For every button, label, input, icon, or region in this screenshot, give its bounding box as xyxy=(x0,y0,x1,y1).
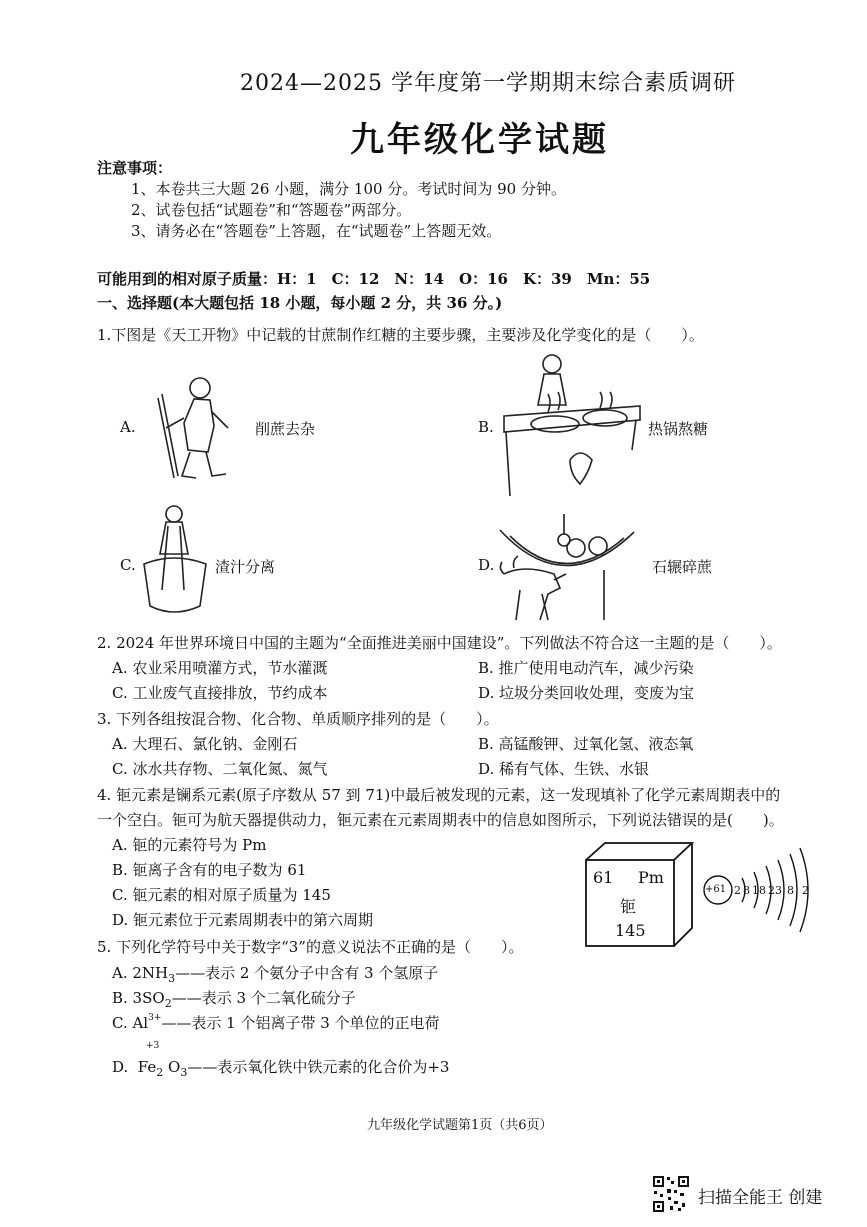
exam-subtitle: 九年级化学试题 xyxy=(350,120,609,160)
q1-option-a-letter: A. xyxy=(120,418,136,436)
shell-electrons: 2 xyxy=(802,884,809,897)
question-4-stem-line1: 4. 钷元素是镧系元素(原子序数从 57 到 71)中最后被发现的元素，这一发现填补了化学元素周期表中的 xyxy=(97,786,781,804)
question-3-stem: 3. 下列各组按混合物、化合物、单质顺序排列的是（ ）。 xyxy=(97,710,499,728)
q5-option-a: A. $2NH_3——$表示 2 个氨分子中含有 3 个氢原子 xyxy=(112,964,439,985)
element-name: 钷 xyxy=(620,897,637,916)
element-symbol: Pm xyxy=(638,868,664,887)
q3-option-b: B. 高锰酸钾、过氧化氢、液态氧 xyxy=(478,735,694,753)
atomic-mass-line: 可能用到的相对原子质量：H：1 C：12 N：14 O：16 K：39 Mn：55 xyxy=(97,270,651,288)
q1-option-a-caption: 削蔗去杂 xyxy=(255,420,316,438)
note-item: 2、试卷包括“试题卷”和“答题卷”两部分。 xyxy=(131,201,412,219)
q4-option-b: B. 钷离子含有的电子数为 61 xyxy=(112,861,307,879)
valence-mark: +3 xyxy=(146,1041,160,1051)
section-heading: 一、选择题(本大题包括 18 小题，每小题 2 分，共 36 分。) xyxy=(97,294,503,312)
q2-option-b: B. 推广使用电动汽车，减少污染 xyxy=(478,659,694,677)
q1-c-illustration xyxy=(138,500,213,620)
q1-option-b-caption: 热锅熬糖 xyxy=(648,420,709,438)
element-atomic-mass: 145 xyxy=(615,921,646,940)
q5-option-d-text: ——表示氧化铁中铁元素的化合价为+3 xyxy=(187,1058,450,1076)
q1-option-b-letter: B. xyxy=(478,418,494,436)
notes-heading: 注意事项： xyxy=(97,159,173,177)
page-footer: 九年级化学试题第1页（共6页） xyxy=(367,1118,553,1133)
question-1-stem: 1.下图是《天工开物》中记载的甘蔗制作红糖的主要步骤，主要涉及化学变化的是（ ）。 xyxy=(97,326,704,344)
shell-electrons: 8 xyxy=(787,884,794,897)
q4-option-c: C. 钷元素的相对原子质量为 145 xyxy=(112,886,331,904)
q5-option-a-text: ——表示 2 个氨分子中含有 3 个氢原子 xyxy=(175,964,439,982)
q1-option-c-letter: C. xyxy=(120,556,136,574)
q2-option-a: A. 农业采用喷灌方式，节水灌溉 xyxy=(112,659,328,677)
q5-option-b-text: ——表示 3 个二氧化硫分子 xyxy=(171,989,356,1007)
q1-a-illustration xyxy=(148,368,248,483)
q3-option-a: A. 大理石、氯化钠、金刚石 xyxy=(112,735,298,753)
q3-option-d: D. 稀有气体、生铁、水银 xyxy=(478,760,650,778)
shell-electrons: 8 xyxy=(743,884,750,897)
shell-electrons: 23 xyxy=(768,884,782,897)
q3-option-c: C. 冰水共存物、二氧化氮、氮气 xyxy=(112,760,328,778)
element-atomic-number: 61 xyxy=(593,868,614,887)
q1-option-d-letter: D. xyxy=(478,556,495,574)
qr-code-icon xyxy=(652,1175,690,1213)
q5-option-c: C. $Al^{3+}——$表示 1 个铝离子带 3 个单位的正电荷 xyxy=(112,1013,440,1032)
q5-option-c-text: ——表示 1 个铝离子带 3 个单位的正电荷 xyxy=(161,1014,440,1032)
q4-option-a: A. 钷的元素符号为 Pm xyxy=(112,836,267,854)
q2-option-d: D. 垃圾分类回收处理，变废为宝 xyxy=(478,684,695,702)
question-2-stem: 2. 2024 年世界环境日中国的主题为“全面推进美丽中国建设”。下列做法不符合这一主题的是（ ）。 xyxy=(97,634,782,652)
q1-b-illustration xyxy=(500,350,645,500)
q4-option-d: D. 钷元素位于元素周期表中的第六周期 xyxy=(112,911,374,929)
shell-electrons: 18 xyxy=(752,884,766,897)
nucleus-charge: +61 xyxy=(705,884,727,895)
q1-option-c-caption: 渣汁分离 xyxy=(215,558,276,576)
scanner-watermark: 扫描全能王 创建 xyxy=(698,1188,823,1208)
note-item: 3、请务必在“答题卷”上答题，在“试题卷”上答题无效。 xyxy=(131,222,502,240)
q1-option-d-caption: 石辗碎蔗 xyxy=(652,558,713,576)
question-5-stem: 5. 下列化学符号中关于数字“3”的意义说法不正确的是（ ）。 xyxy=(97,938,524,956)
note-item: 1、本卷共三大题 26 小题，满分 100 分。考试时间为 90 分钟。 xyxy=(131,180,566,198)
exam-title: 2024—2025 学年度第一学期期末综合素质调研 xyxy=(240,71,736,96)
shell-electrons: 2 xyxy=(734,884,741,897)
q5-option-d: D. $Fe_2$ $O_3——$表示氧化铁中铁元素的化合价为+3 xyxy=(112,1058,450,1079)
question-4-stem-line2: 一个空白。钷可为航天器提供动力，钷元素在元素周期表中的信息如图所示，下列说法错误的是( )。 xyxy=(97,811,784,829)
q2-option-c: C. 工业废气直接排放，节约成本 xyxy=(112,684,328,702)
q5-option-b: B. $3SO_2——$表示 3 个二氧化硫分子 xyxy=(112,989,356,1010)
q1-d-illustration xyxy=(494,510,644,625)
